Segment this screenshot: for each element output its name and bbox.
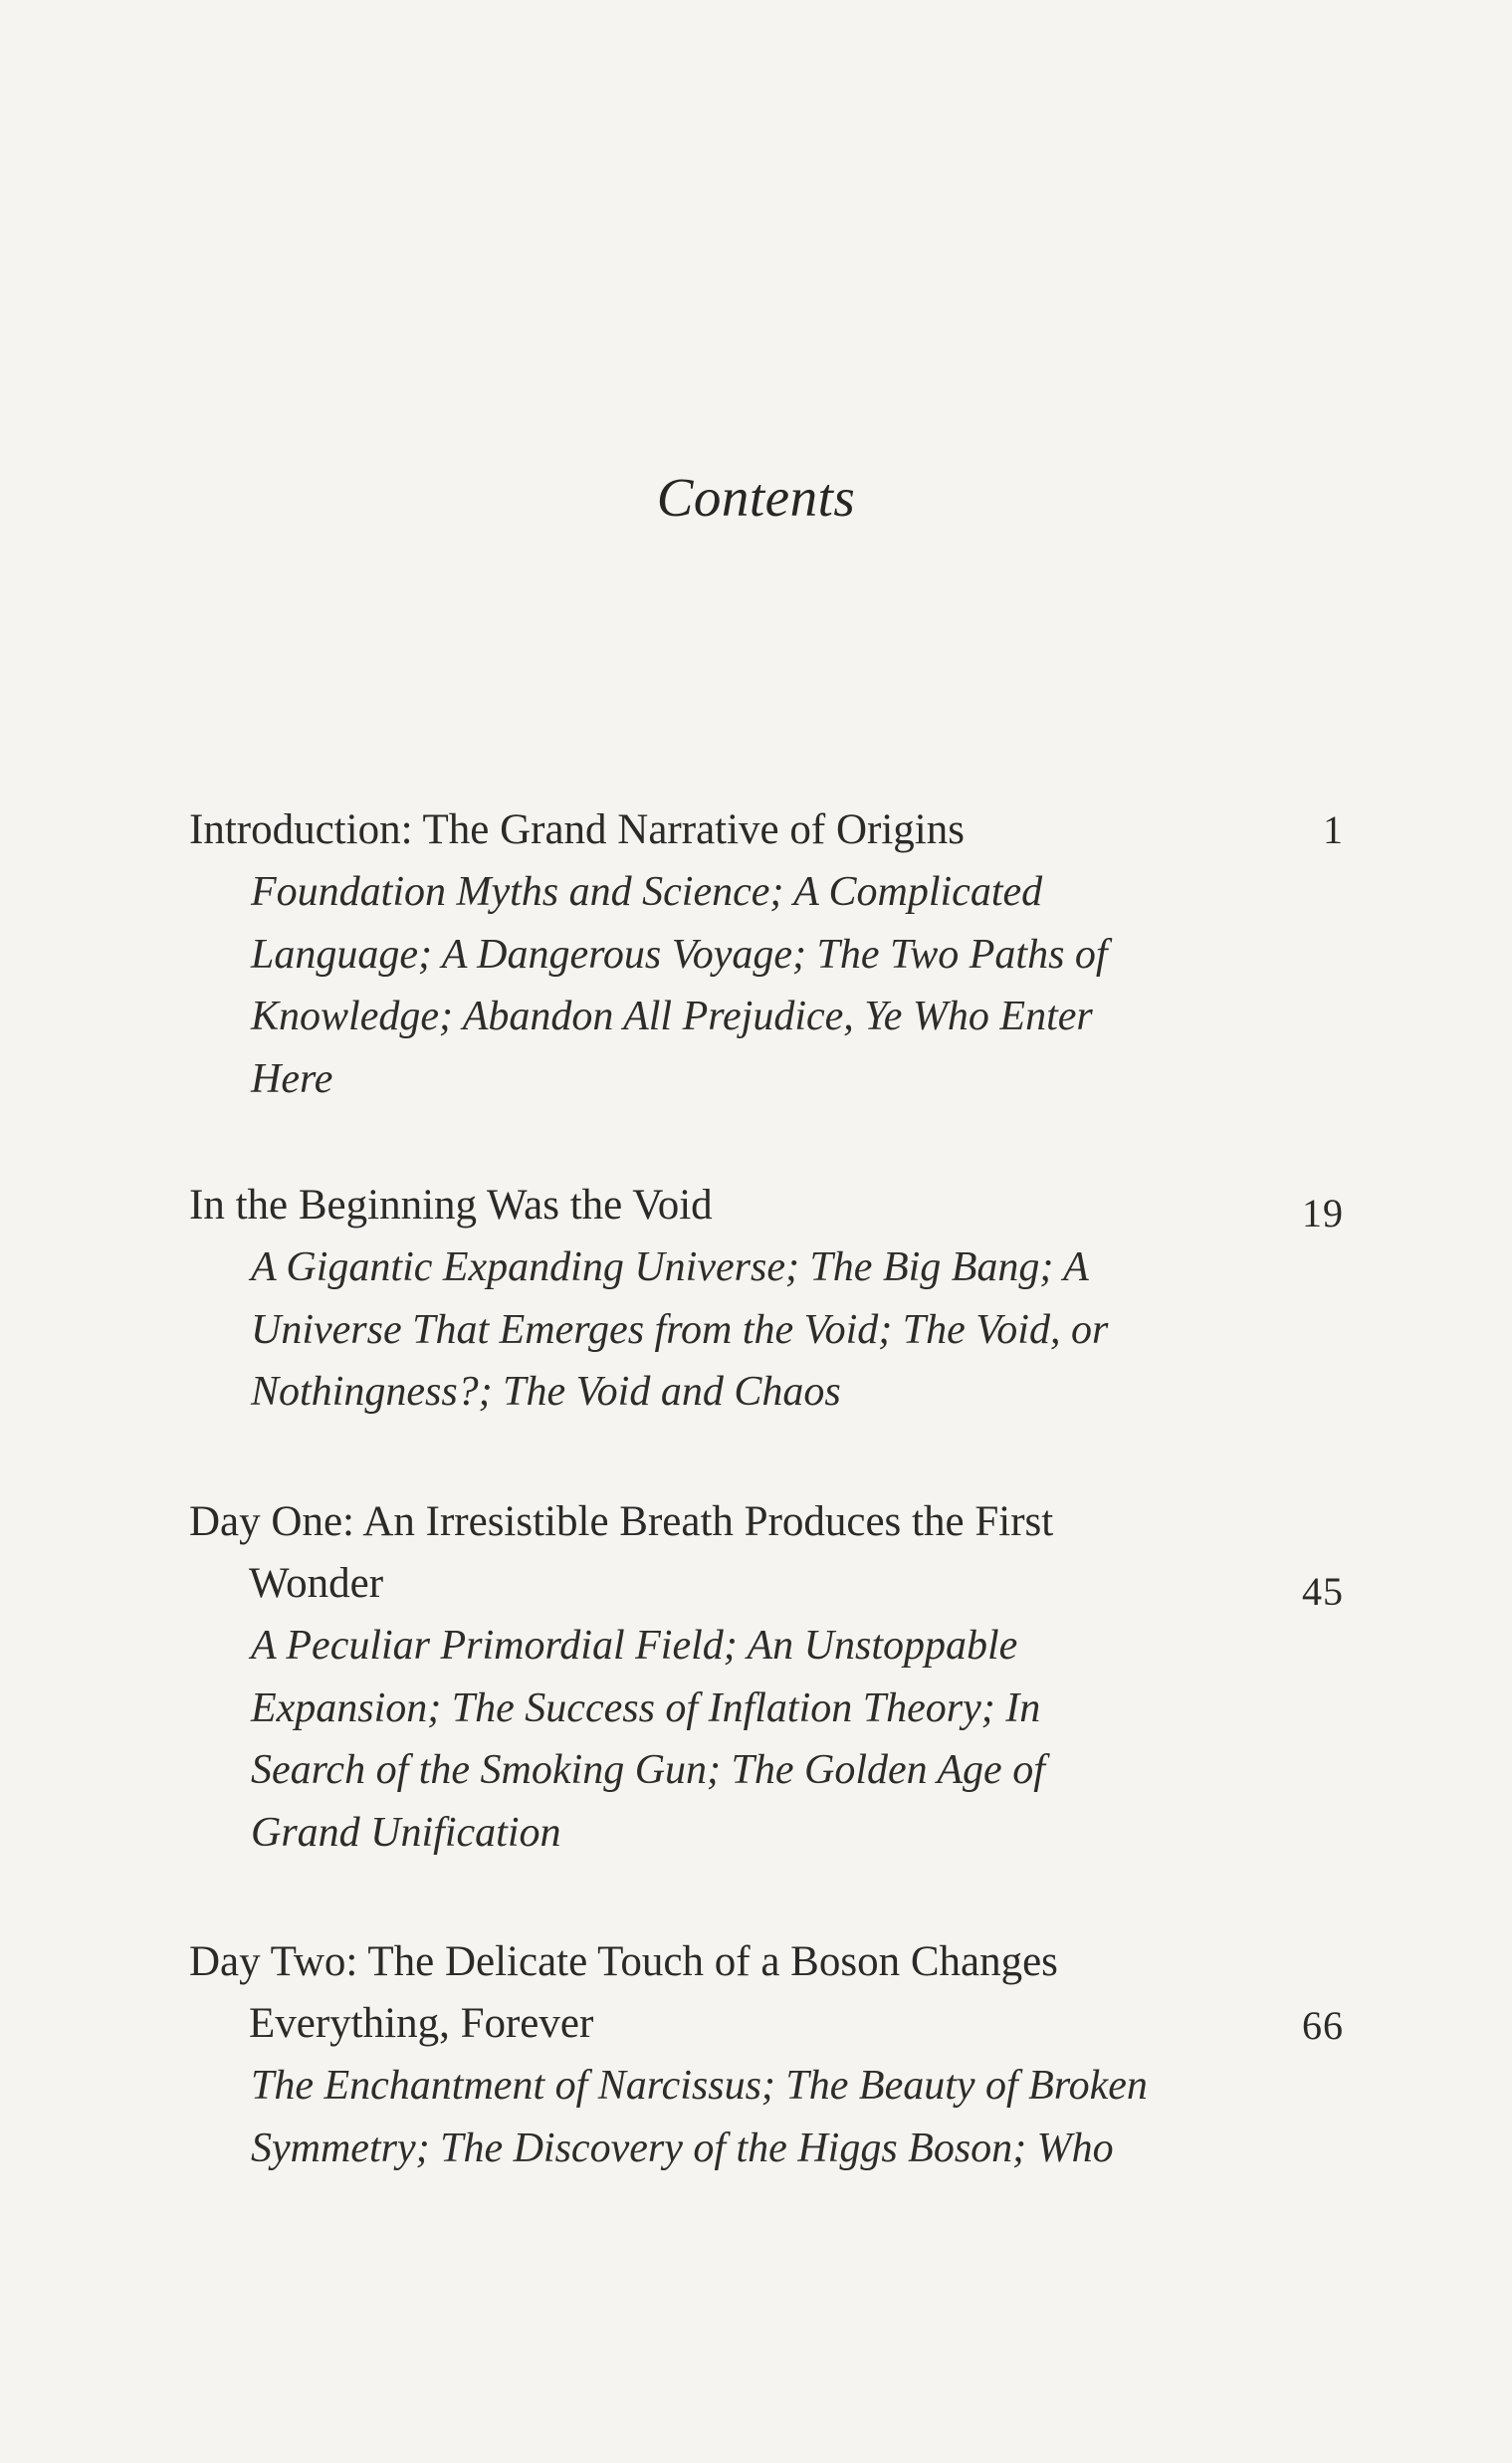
toc-entry-subtitles xyxy=(189,861,1344,1110)
heading-line: Wonder xyxy=(249,1560,384,1607)
subtitle-line: Here xyxy=(251,1055,333,1102)
toc-entry-subtitles xyxy=(189,2055,1344,2179)
subtitle-line: Nothingness?; The Void and Chaos xyxy=(251,1369,841,1415)
subtitle-line: Knowledge; Abandon All Prejudice, Ye Who Enter xyxy=(251,994,1093,1039)
toc-entry[interactable] xyxy=(189,799,1344,1110)
page-number: 66 xyxy=(1302,2003,1344,2048)
subtitle-line: Search of the Smoking Gun; The Golden Age of xyxy=(251,1747,1045,1793)
heading-line: Day One: An Irresistible Breath Produces the First xyxy=(189,1498,1054,1545)
heading-line: Day Two: The Delicate Touch of a Boson Changes xyxy=(189,1938,1058,1985)
subtitle-line: Foundation Myths and Science; A Complicated xyxy=(251,869,1043,915)
page-number: 1 xyxy=(1323,807,1344,852)
toc-entry-heading xyxy=(189,799,1344,861)
heading-line: Introduction: The Grand Narrative of Origins xyxy=(189,806,965,853)
toc-entry-heading xyxy=(189,1175,1344,1236)
subtitle-line: Language; A Dangerous Voyage; The Two Paths of xyxy=(251,931,1108,978)
heading-line: In the Beginning Was the Void xyxy=(189,1182,713,1229)
toc-entry-heading xyxy=(189,1931,1344,2055)
subtitle-line: The Enchantment of Narcissus; The Beauty of Broken xyxy=(251,2063,1148,2109)
toc-entry[interactable] xyxy=(189,1491,1344,1864)
subtitle-line: A Gigantic Expanding Universe; The Big Bang; A xyxy=(251,1244,1089,1290)
subtitle-line: Symmetry; The Discovery of the Higgs Boson; Who xyxy=(251,2125,1114,2171)
subtitle-line: Expansion; The Success of Inflation Theory; In xyxy=(251,1684,1041,1731)
toc-entry[interactable] xyxy=(189,1175,1344,1424)
contents-title: Contents xyxy=(656,467,856,528)
subtitle-line: Universe That Emerges from the Void; The Void, or xyxy=(251,1306,1109,1353)
toc-entry[interactable] xyxy=(189,1931,1344,2179)
page-number: 45 xyxy=(1302,1569,1344,1614)
toc-entry-subtitles xyxy=(189,1236,1344,1424)
subtitle-line: Grand Unification xyxy=(251,1809,561,1856)
toc-entry-heading xyxy=(189,1491,1344,1615)
subtitle-line: A Peculiar Primordial Field; An Unstoppable xyxy=(251,1623,1018,1669)
heading-line: Everything, Forever xyxy=(249,2000,594,2047)
toc-entry-subtitles xyxy=(189,1615,1344,1864)
page-number: 19 xyxy=(1302,1191,1344,1235)
